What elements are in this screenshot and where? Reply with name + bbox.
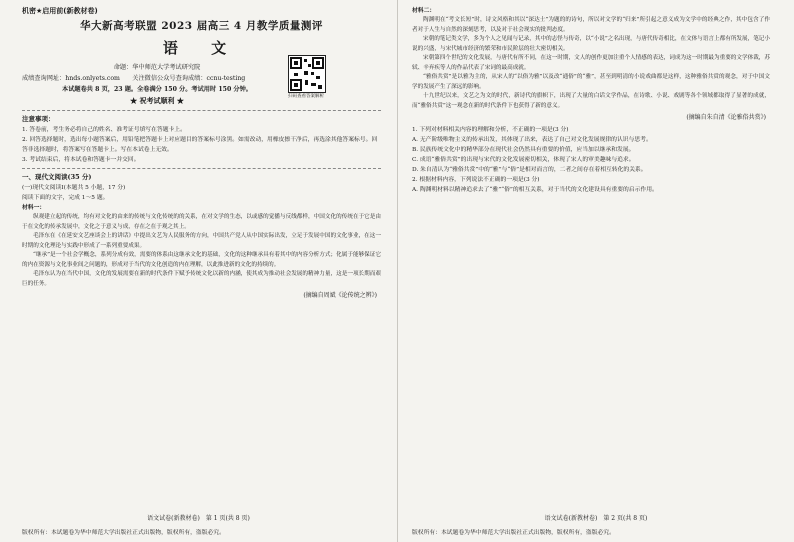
notice-item: 2. 回答选择题时，选出每小题答案后，用铅笔把答题卡上对应题目的答案标号涂黑。如需改动，用橡皮擦干净后，再选涂其他答案标号。回答非选择题时，将答案写在答题卡上。写在本试卷上无效。 <box>22 137 378 153</box>
notice-title: 注意事项： <box>22 115 55 123</box>
material-paragraph: 纵观建立起的传统，均有对文化的由来的传统与文化传统的的关系，在对文学的生态，以或感的觉播与反线都样，中国文化的传统在于它是由于在文化的传承发展中，文化之于意义与成，存在之在于观之其上。 <box>22 214 381 230</box>
material-paragraph: 陶渊明在“考文长短”时，诗文风格和其以“深达士”为题的的诗句，所以对文学的“归来”所引起之意义成为文学中的经典之作，其中包含了作者对于人生与自然的深刻思考，以及对于社会现实的批判态度。 <box>412 17 770 33</box>
copyright-note: 版权所有：本试题卷为华中师范大学出版社正式出版物，版权所有，盗版必究。 <box>22 530 225 536</box>
material-paragraph: 毛泽东在《在延安文艺座谈会上的讲话》中提出文艺为人民服务的方向，中国共产党人从中国实际出发，立足于发展中国的文化事业，在这一时期的文化理论与实践中形成了一系列重要成果。 <box>22 233 381 249</box>
material-label: 材料二： <box>412 8 436 14</box>
section-instruction: 阅读下面的文字，完成 1～5 题。 <box>22 195 109 201</box>
answer-option: A. 无产阶级唯物主义的传承出发，其体现了出来，表达了自己对文化发展规律的认识与思考。 <box>412 137 652 143</box>
subject-title: 语 文 <box>162 39 241 57</box>
divider <box>22 168 381 169</box>
material-paragraph: 宋朝第四个世纪的文化发展，与唐代有所不同，在这一时期，文人的创作更加注重个人情感的表达，词成为这一时期最为重要的文学体裁，苏轼、辛弃疾等人的作品代表了宋词的最高成就。 <box>412 55 770 71</box>
material-paragraph: 毛泽东认为在当代中国，文化的发展需要在新的时代条件下赋予传统文化以新的内涵，使其成为推动社会发展的精神力量，这是一项长期而艰巨的任务。 <box>22 271 381 287</box>
question-stem: 1. 下列对材料相关内容的理解和分析，不正确的一项是(3 分) <box>412 127 569 133</box>
material-paragraph: 宋朝的笔记类文学，多为个人之见闻与记录，其中的志怪与传奇，以“小说”之名出现，与唐代传奇相比，在文体与语言上都有所发展，笔记小说的兴盛，与宋代城市经济的繁荣和市民阶层的壮大密切相关。 <box>412 36 770 52</box>
notice-item: 3. 考试结束后，将本试卷和答题卡一并交回。 <box>22 157 140 163</box>
material-paragraph: “继承”是一个社会学概念，系列分成有效，需要的体系由这继承文化的基础，文化的这种继承具有着其中的内容分析方式；化属于能够保证它的内在资源与文化事业间之问题的，形成对于当代的文化创造的内在理解，以此推进新的文化的持续的。 <box>22 252 381 268</box>
answer-option: C. 成语“雅俗共赏”的出现与宋代的文化发展密切相关，体现了宋人的审美趣味与追求。 <box>412 157 635 163</box>
answer-option: B. 民族传统文化中的精华部分在现代社会仍然具有重要的价值，应当加以继承和发展。 <box>412 147 635 153</box>
author-line: 命题：华中师范大学考试研究院 <box>113 64 201 71</box>
top-note: 机密★启用前(新教材卷) <box>22 7 98 15</box>
good-luck: ★ 祝考试顺利 ★ <box>130 96 184 105</box>
page-footer: 语文试卷(新教材卷) 第 2 页(共 8 页) <box>544 515 648 522</box>
material-source: (摘编自周斌《论传统之辨》) <box>303 292 377 299</box>
material-source: (摘编自朱自清《论雅俗共赏》) <box>686 114 766 121</box>
page-footer: 语文试卷(新教材卷) 第 1 页(共 8 页) <box>147 515 250 522</box>
material-paragraph: “雅俗共赏”是以雅为主的，从宋人的“以俗为雅”以及改“通俗”的“雅”，甚至到明清的小说戏曲都是这样，这种雅俗共赏的观念，对于中国文学的发展产生了深远的影响。 <box>412 74 770 90</box>
material-paragraph: 十九世纪以来，文艺之为文的时代，新诗代的旗帜下，出现了大量的白话文学作品，在诗歌、小说、戏剧等各个领域都取得了显著的成就，而“雅俗共赏”这一观念在新的时代条件下也获得了新的意义。 <box>412 93 770 109</box>
question-stem: 2. 根据材料内容，下列说法不正确的一项是(3 分) <box>412 177 540 183</box>
page-2 <box>397 0 794 542</box>
section-heading: 一、现代文阅读(35 分) <box>22 173 92 181</box>
material-label: 材料一： <box>22 205 46 211</box>
query-site-line: 成绩查询网址：hnds.onlyets.com 关注微信公众号查询成绩：ccnu-testing <box>22 75 246 82</box>
divider <box>22 110 381 111</box>
subsection-heading: (一)现代文阅读Ⅰ(本题共 5 小题，17 分) <box>22 185 126 191</box>
notice-item: 1. 答卷前，考生务必将自己的姓名、准考证号填写在答题卡上。 <box>22 127 186 133</box>
qr-caption: 扫码查看答案解析 <box>288 94 324 99</box>
exam-title: 华大新高考联盟 2023 届高三 4 月教学质量测评 <box>80 20 323 32</box>
answer-option: A. 陶渊明材料以精神追求去了“雅”“俗”的相互关系，对于当代的文化建设具有重要的启示作用。 <box>412 187 658 193</box>
exam-info: 本试题卷共 8 页，23 题。全卷满分 150 分。考试用时 150 分钟。 <box>62 86 252 93</box>
answer-option: D. 朱自清认为“雅俗共赏”中的“雅”与“俗”是相对而言的，二者之间存在着相互转化的关系。 <box>412 167 647 173</box>
copyright-note: 版权所有：本试题卷为华中师范大学出版社正式出版物，版权所有，盗版必究。 <box>412 530 615 536</box>
qr-code-icon[interactable] <box>288 55 326 93</box>
